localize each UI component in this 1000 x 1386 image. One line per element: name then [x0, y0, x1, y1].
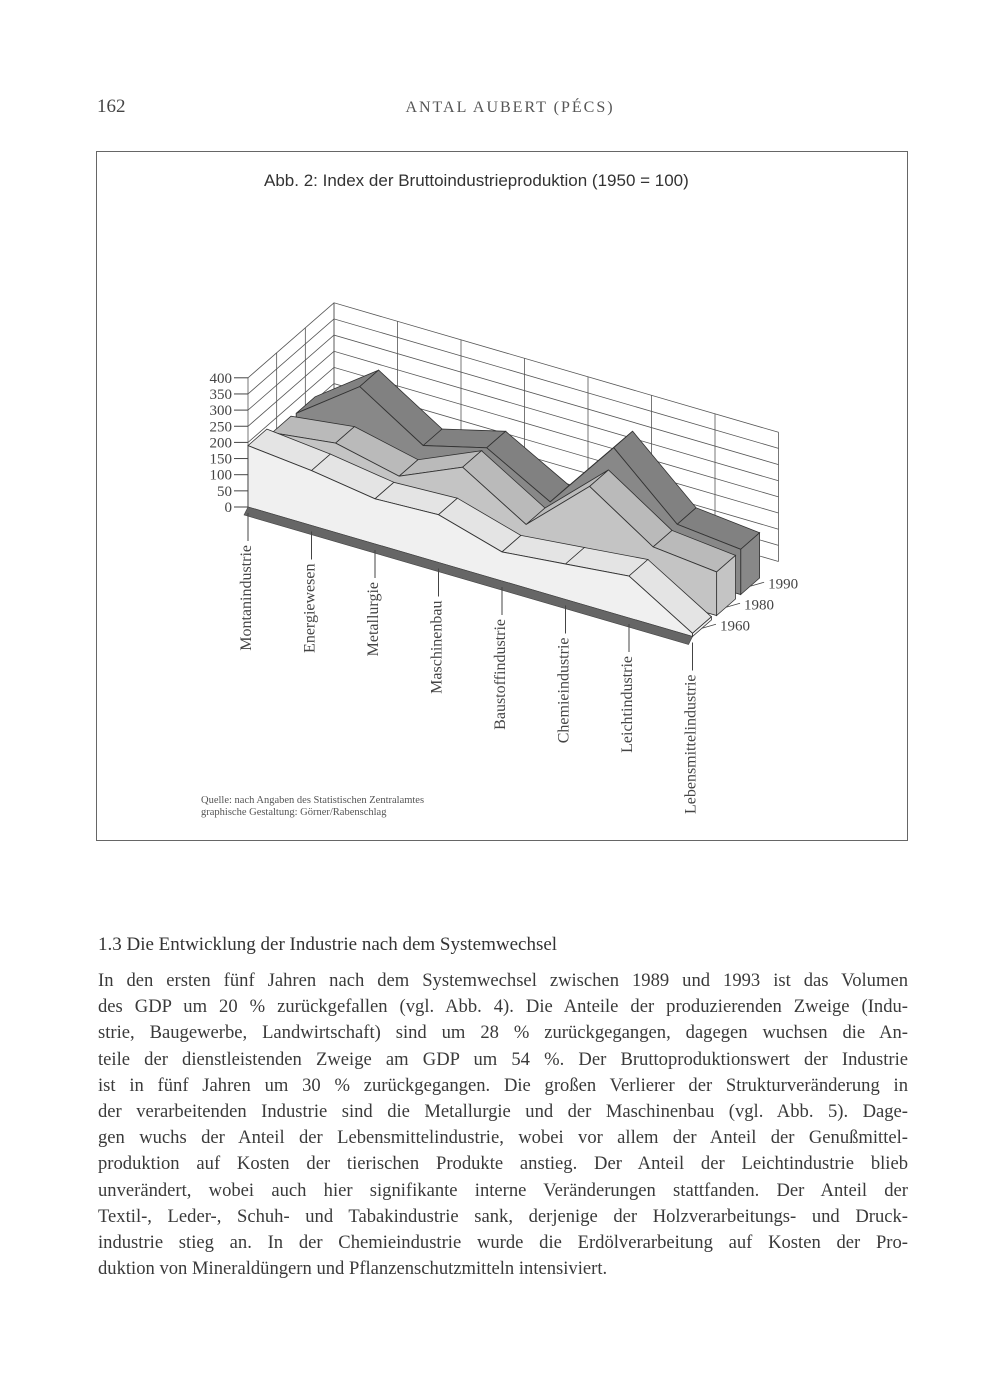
y-tick-label: 200 — [209, 435, 232, 452]
category-label: Energiewesen — [301, 563, 319, 653]
category-label: Maschinenbau — [428, 600, 446, 694]
series-label-1990: 1990 — [768, 576, 799, 593]
category-label: Baustoffindustrie — [492, 619, 509, 730]
y-tick-label: 150 — [209, 451, 232, 468]
y-tick-label: 350 — [209, 386, 232, 403]
section-heading: 1.3 Die Entwicklung der Industrie nach dem Systemwechsel — [98, 934, 558, 955]
category-label: Lebensmittelindustrie — [682, 674, 700, 815]
body-line: duktion von Mineraldüngern und Pflanzenschutzmitteln intensiviert. — [98, 1258, 608, 1280]
body-line: unverändert, wobei auch hier signifikante interne Veränderungen stattfanden. Der Anteil der — [98, 1179, 908, 1201]
category-label: Leichtindustrie — [619, 656, 636, 753]
figure-title: Abb. 2: Index der Bruttoindustrieproduktion (1950 = 100) — [264, 171, 689, 190]
y-tick-label: 100 — [209, 467, 232, 484]
category-label: Chemieindustrie — [555, 637, 573, 744]
y-tick-label: 300 — [209, 403, 232, 420]
source-line-2: graphische Gestaltung: Görner/Rabenschlag — [201, 807, 387, 818]
body-line: industrie stieg an. In der Chemieindustrie wurde die Erdölverarbeitung auf Kosten der Pro- — [98, 1232, 908, 1254]
body-line: des GDP um 20 % zurückgefallen (vgl. Abb. 4). Die Anteile der produzierenden Zweige (Indu- — [98, 996, 908, 1018]
category-label: Montanindustrie — [238, 545, 255, 651]
y-tick-label: 250 — [209, 419, 232, 436]
body-line: strie, Baugewerbe, Landwirtschaft) sind um 28 % zurückgegangen, dagegen wuchsen die An- — [98, 1022, 908, 1044]
body-line: produktion auf Kosten der tierischen Produkte anstieg. Der Anteil der Leichtindustrie blieb — [98, 1153, 908, 1175]
series-label-1960: 1960 — [719, 618, 750, 635]
category-label: Metallurgie — [365, 582, 382, 657]
figure-source-note — [201, 795, 424, 819]
body-line: In den ersten fünf Jahren nach dem Systemwechsel zwischen 1989 und 1993 ist das Volumen — [98, 970, 908, 991]
body-line: ist in fünf Jahren um 30 % zurückgegangen. Die großen Verlierer der Strukturveränderung in — [98, 1074, 908, 1096]
series-label-1980: 1980 — [744, 597, 775, 614]
y-tick-label: 0 — [224, 500, 232, 516]
source-line-1: Quelle: nach Angaben des Statistischen Zentralamtes — [201, 795, 425, 806]
running-head: ANTAL AUBERT (PÉCS) — [405, 99, 615, 116]
body-line: der verarbeitenden Industrie sind die Metallurgie und der Maschinenbau (vgl. Abb. 5). Dage- — [98, 1101, 908, 1123]
y-tick-label: 400 — [209, 370, 232, 387]
body-line: gen wuchs der Anteil der Lebensmittelindustrie, wobei vor allem der Anteil der Genußmittel- — [98, 1127, 908, 1149]
body-line: teile der dienstleistenden Zweige am GDP um 54 %. Der Bruttoproduktionswert der Industrie — [98, 1048, 908, 1070]
page-number: 162 — [97, 96, 126, 117]
body-line: Textil-, Leder-, Schuh- und Tabakindustrie sank, derjenige der Holzverarbeitungs- und Druck- — [98, 1205, 908, 1227]
y-tick-label: 50 — [217, 483, 232, 500]
body-text — [98, 968, 908, 1282]
